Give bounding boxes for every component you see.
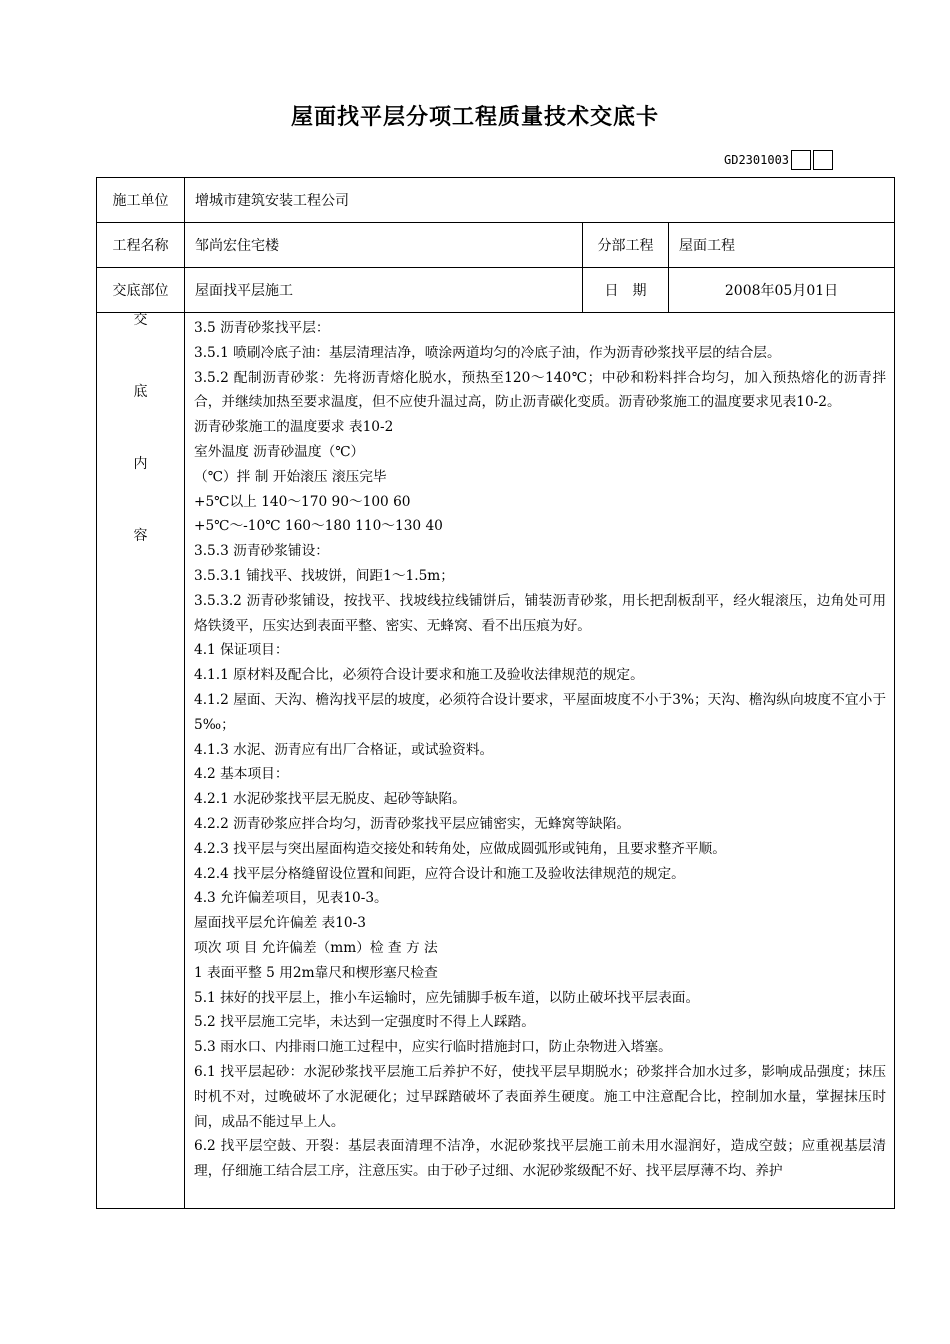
part-label: 交底部位 (97, 268, 185, 313)
project-label: 工程名称 (97, 223, 185, 268)
project-value: 邹尚宏住宅楼 (185, 223, 583, 268)
content-paragraph: +5℃～-10℃ 160～180 110～130 40 (194, 518, 443, 535)
content-paragraph: 3.5.3.1 铺找平、找坡饼，间距1～1.5m； (194, 567, 454, 584)
content-paragraph: 5.1 抹好的找平层上，推小车运输时，应先铺脚手板车道，以防止破坏找平层表面。 (194, 989, 700, 1006)
content-paragraph: 4.2.1 水泥砂浆找平层无脱皮、起砂等缺陷。 (194, 791, 466, 808)
content-side-label (97, 313, 185, 1209)
content-paragraph: 3.5 沥青砂浆找平层： (194, 320, 330, 336)
content-paragraph: 1 表面平整 5 用2m靠尺和楔形塞尺检查 (194, 964, 438, 981)
row-unit (97, 178, 895, 223)
row-part (97, 268, 895, 313)
date-label: 日 期 (583, 268, 669, 313)
content-paragraph: 6.1 找平层起砂：水泥砂浆找平层施工后养护不好，使找平层早期脱水；砂浆拌合加水过多，影响成品强度；抹压时机不对，过晚破坏了水泥硬化；过早踩踏破坏了表面养生硬度。施工中注意配合比，控制加水量，掌握抹压时间，成品不能过早上人。 (194, 1063, 887, 1130)
content-paragraph: 5.3 雨水口、内排雨口施工过程中，应实行临时措施封口，防止杂物进入塔塞。 (194, 1039, 672, 1056)
side-char-3: 内 (133, 456, 148, 472)
content-paragraph: 4.2.4 找平层分格缝留设位置和间距，应符合设计和施工及验收法律规范的规定。 (194, 865, 685, 882)
part-value: 屋面找平层施工 (185, 268, 583, 313)
content-paragraph: 4.1 保证项目： (194, 642, 289, 659)
content-paragraph: +5℃以上 140～170 90～100 60 (194, 493, 411, 510)
content-paragraph: 6.2 找平层空鼓、开裂：基层表面清理不洁净，水泥砂浆找平层施工前未用水湿润好，造成空鼓；应重视基层清理，仔细施工结合层工序，注意压实。由于砂子过细、水泥砂浆级配不好、找平层厚薄不均、养护 (194, 1138, 887, 1180)
document-code (724, 148, 833, 172)
row-project (97, 223, 895, 268)
content-paragraph: 4.2 基本项目： (194, 766, 289, 783)
side-char-1: 交 (133, 312, 148, 328)
code-checkbox-1[interactable] (791, 150, 811, 170)
disclosure-table (96, 177, 895, 1209)
unit-value: 增城市建筑安装工程公司 (185, 178, 895, 223)
content-paragraph: 4.1.2 屋面、天沟、檐沟找平层的坡度，必须符合设计要求，平屋面坡度不小于3%；天沟、檐沟纵向坡度不宜小于5‰； (194, 691, 887, 733)
content-paragraph: 4.2.3 找平层与突出屋面构造交接处和转角处，应做成圆弧形或钝角，且要求整齐平顺。 (194, 840, 726, 857)
document-code-text: GD2301003 (724, 153, 790, 167)
sub-project-label: 分部工程 (583, 223, 669, 268)
side-char-4: 容 (133, 528, 148, 544)
content-paragraph: 4.1.1 原材料及配合比，必须符合设计要求和施工及验收法律规范的规定。 (194, 667, 644, 684)
content-lines (194, 316, 886, 1205)
content-paragraph: 4.1.3 水泥、沥青应有出厂合格证，或试验资料。 (194, 741, 494, 758)
date-value: 2008年05月01日 (669, 268, 895, 313)
content-paragraph: 沥青砂浆施工的温度要求 表10-2 (194, 419, 394, 436)
content-body (185, 313, 895, 1209)
content-paragraph: 屋面找平层允许偏差 表10-3 (194, 915, 366, 932)
content-paragraph: 室外温度 沥青砂温度（℃） (194, 443, 365, 460)
content-paragraph: 项次 项 目 允许偏差（mm）检 查 方 法 (194, 939, 438, 956)
content-paragraph: （℃）拌 制 开始滚压 滚压完毕 (194, 468, 387, 485)
content-paragraph: 3.5.3 沥青砂浆铺设： (194, 543, 329, 560)
content-paragraph: 3.5.3.2 沥青砂浆铺设，按找平、找坡线拉线铺饼后，铺装沥青砂浆，用长把刮板刮平，经火辊滚压，边角处可用烙铁烫平，压实达到表面平整、密实、无蜂窝、看不出压痕为好。 (194, 592, 887, 634)
content-paragraph: 4.2.2 沥青砂浆应拌合均匀，沥青砂浆找平层应铺密实，无蜂窝等缺陷。 (194, 815, 631, 832)
side-char-2: 底 (133, 384, 148, 400)
unit-label: 施工单位 (97, 178, 185, 223)
content-paragraph: 3.5.1 喷刷冷底子油：基层清理洁净，喷涂两道均匀的冷底子油，作为沥青砂浆找平层的结合层。 (194, 344, 781, 361)
code-checkbox-2[interactable] (813, 150, 833, 170)
row-content (97, 313, 895, 1209)
content-paragraph: 3.5.2 配制沥青砂浆：先将沥青熔化脱水，预热至120～140℃；中砂和粉料拌合均匀，加入预热熔化的沥青拌合，并继续加热至要求温度，但不应使升温过高，防止沥青碳化变质。沥青砂浆施工的温度要求见表10-2。 (194, 369, 887, 411)
content-paragraph: 5.2 找平层施工完毕，未达到一定强度时不得上人踩踏。 (194, 1014, 535, 1031)
document-title: 屋面找平层分项工程质量技术交底卡 (290, 105, 659, 130)
content-paragraph: 4.3 允许偏差项目，见表10-3。 (194, 890, 388, 907)
sub-project-value: 屋面工程 (669, 223, 895, 268)
